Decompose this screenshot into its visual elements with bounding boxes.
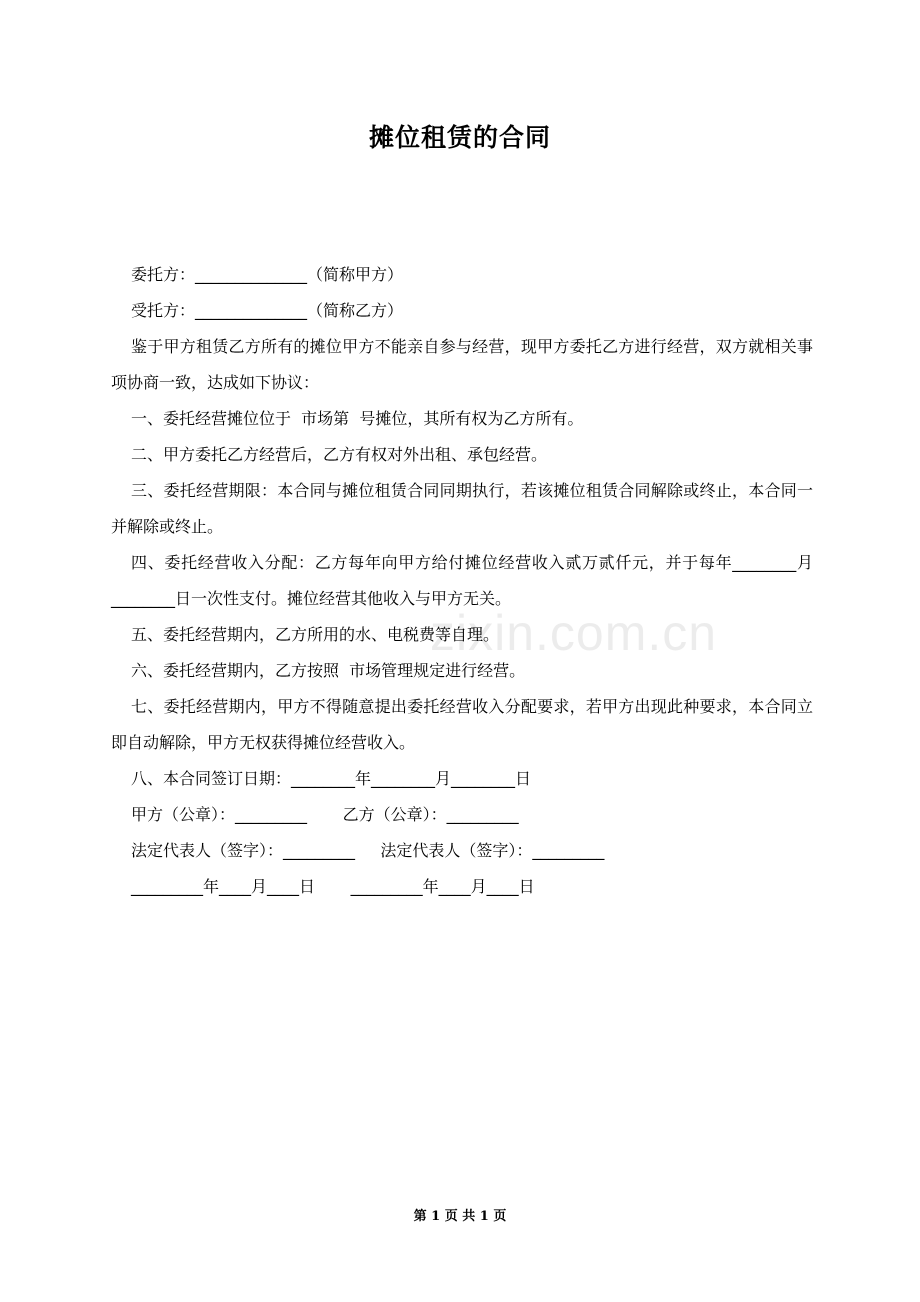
clause-8-sign-date: 八、本合同签订日期：________年________月________日 xyxy=(131,769,532,788)
document-title: 摊位租赁的合同 xyxy=(368,123,551,152)
signature-seal-line: 甲方（公章）：_________ 乙方（公章）：_________ xyxy=(131,805,519,824)
clause-6: 六、委托经营期内，乙方按照 市场管理规定进行经营。 xyxy=(131,661,526,680)
signature-representative-line: 法定代表人（签字）：_________ 法定代表人（签字）：_________ xyxy=(131,841,605,860)
signature-date-line: _________年____月____日 _________年____月____日 xyxy=(131,877,535,896)
paragraph-client: 委托方：______________（简称甲方） xyxy=(131,265,404,284)
clause-3: 三、委托经营期限：本合同与摊位租赁合同同期执行，若该摊位租赁合同解除或终止，本合同一并解除或终止。 xyxy=(111,481,813,536)
clause-1: 一、委托经营摊位位于 市场第 号摊位，其所有权为乙方所有。 xyxy=(131,409,584,428)
clause-2: 二、甲方委托乙方经营后，乙方有权对外出租、承包经营。 xyxy=(131,445,548,464)
watermark-text: zixin.com.cn xyxy=(430,605,718,661)
page-number-footer: 第 1 页 共 1 页 xyxy=(413,1209,507,1224)
clause-5: 五、委托经营期内，乙方所用的水、电税费等自理。 xyxy=(131,625,500,644)
paragraph-trustee: 受托方：______________（简称乙方） xyxy=(131,301,404,320)
clause-4: 四、委托经营收入分配：乙方每年向甲方给付摊位经营收入贰万贰仟元，并于每年________月________日一次性支付。摊位经营其他收入与甲方无关。 xyxy=(111,553,813,608)
contract-body xyxy=(111,257,813,905)
clause-7: 七、委托经营期内，甲方不得随意提出委托经营收入分配要求，若甲方出现此种要求，本合同立即自动解除，甲方无权获得摊位经营收入。 xyxy=(111,697,813,752)
paragraph-preamble: 鉴于甲方租赁乙方所有的摊位甲方不能亲自参与经营，现甲方委托乙方进行经营，双方就相关事项协商一致，达成如下协议： xyxy=(111,337,813,392)
